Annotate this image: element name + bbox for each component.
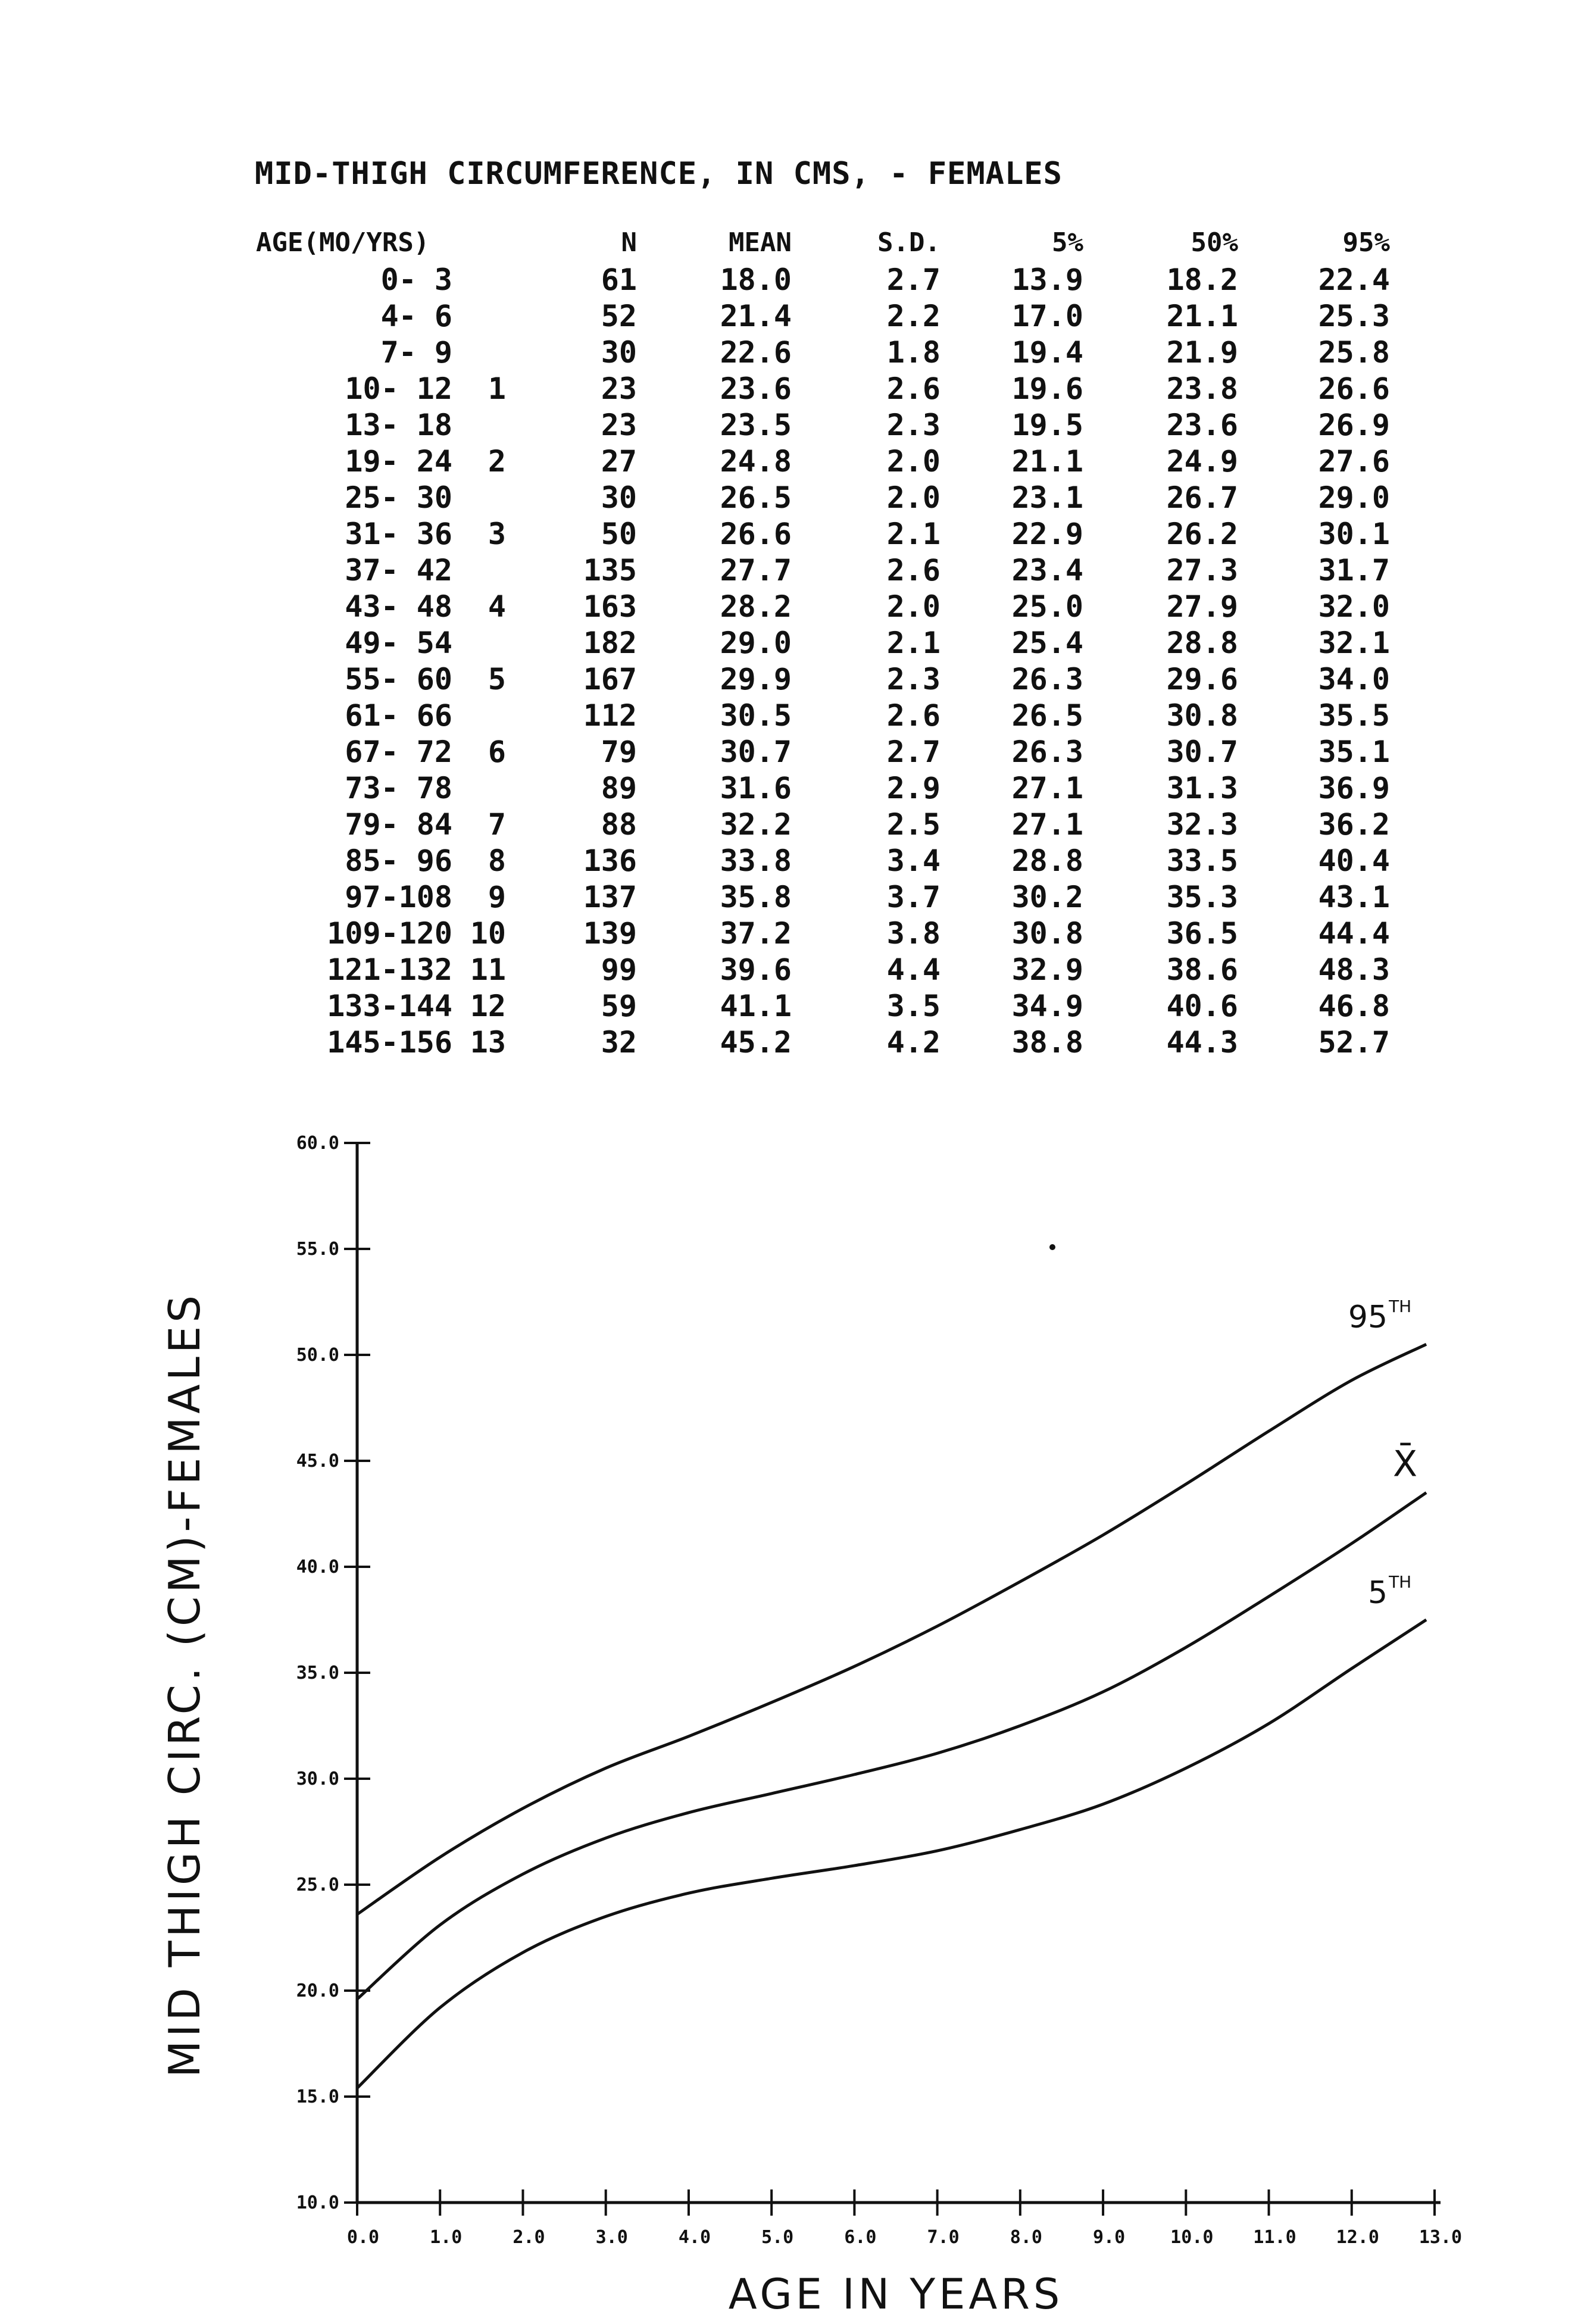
cell-n: 59	[601, 988, 637, 1023]
cell-sd: 2.3	[886, 407, 941, 442]
cell-p50: 18.2	[1166, 262, 1238, 297]
cell-p5: 22.9	[1011, 516, 1083, 551]
cell-p5: 23.1	[1011, 480, 1083, 515]
cell-p50: 38.6	[1166, 952, 1238, 987]
cell-p95: 29.0	[1318, 480, 1390, 515]
cell-p50: 44.3	[1166, 1024, 1238, 1060]
table-row	[256, 407, 1390, 443]
table-row	[256, 842, 1390, 879]
y-axis-title: MID THIGH CIRC. (CM)-FEMALES	[160, 1292, 210, 2078]
table-row	[256, 516, 1390, 552]
cell-p95: 36.9	[1318, 770, 1390, 805]
table-row	[256, 588, 1390, 624]
series-mean-line	[357, 1492, 1426, 1999]
age-range: 145-156	[327, 1024, 452, 1060]
cell-p5: 19.4	[1011, 335, 1083, 370]
cell-p95: 27.6	[1318, 443, 1390, 479]
table-row	[256, 806, 1390, 842]
cell-n: 163	[583, 589, 637, 624]
cell-p50: 27.3	[1166, 552, 1238, 588]
header-p50: 50%	[1191, 227, 1238, 258]
y-tick-label: 15.0	[296, 2086, 339, 2107]
cell-p50: 21.1	[1166, 298, 1238, 333]
cell-age	[256, 697, 536, 733]
cell-sd: 2.7	[886, 262, 941, 297]
age-range: 43- 48	[345, 589, 452, 624]
age-years: 10	[470, 916, 506, 951]
cell-p95: 22.4	[1318, 262, 1390, 297]
x-tick-label: 13.0	[1418, 2227, 1463, 2248]
cell-n: 27	[601, 443, 637, 479]
age-range: 31- 36	[345, 516, 452, 551]
cell-sd: 1.8	[886, 335, 941, 370]
series-label-95th: 95	[1348, 1300, 1388, 1336]
cell-sd: 2.6	[886, 371, 941, 406]
cell-age	[256, 806, 536, 842]
cell-age	[256, 624, 536, 661]
cell-n: 135	[583, 552, 637, 588]
header-mean: MEAN	[729, 227, 792, 258]
series-5th-line	[357, 1620, 1426, 2088]
x-tick-label: 12.0	[1336, 2227, 1379, 2248]
cell-age	[256, 552, 536, 588]
cell-age	[256, 370, 536, 407]
table-row	[256, 261, 1390, 298]
age-years: 6	[488, 734, 506, 769]
table-row	[256, 624, 1390, 661]
table-row	[256, 733, 1390, 770]
cell-n: 88	[601, 807, 637, 842]
cell-p5: 34.9	[1011, 988, 1083, 1023]
cell-sd: 3.5	[886, 988, 941, 1023]
cell-p95: 40.4	[1318, 843, 1390, 878]
thigh-circumference-chart	[0, 1072, 1581, 2324]
age-range: 0- 3	[380, 262, 452, 297]
cell-mean: 23.5	[720, 407, 792, 442]
x-tick-label: 1.0	[430, 2227, 463, 2248]
table-row	[256, 1024, 1390, 1060]
cell-p95: 32.0	[1318, 589, 1390, 624]
cell-n: 167	[583, 661, 637, 696]
age-range: 109-120	[327, 916, 452, 951]
table-row	[256, 298, 1390, 334]
cell-p5: 19.5	[1011, 407, 1083, 442]
cell-sd: 2.1	[886, 516, 941, 551]
age-range: 121-132	[327, 952, 452, 987]
age-range: 7- 9	[380, 335, 452, 370]
header-sd: S.D.	[877, 227, 941, 258]
cell-age	[256, 443, 536, 479]
cell-p95: 52.7	[1318, 1024, 1390, 1060]
age-years: 3	[488, 516, 506, 551]
table-row	[256, 770, 1390, 806]
cell-n: 79	[601, 734, 637, 769]
cell-mean: 32.2	[720, 807, 792, 842]
age-range: 85- 96	[345, 843, 452, 878]
table-row	[256, 479, 1390, 516]
cell-sd: 4.4	[886, 952, 941, 987]
cell-n: 112	[583, 698, 637, 733]
table-row	[256, 443, 1390, 479]
cell-p5: 27.1	[1011, 770, 1083, 805]
cell-sd: 2.1	[886, 625, 941, 660]
cell-sd: 2.9	[886, 770, 941, 805]
cell-mean: 33.8	[720, 843, 792, 878]
cell-p5: 23.4	[1011, 552, 1083, 588]
age-range: 67- 72	[345, 734, 452, 769]
cell-age	[256, 770, 536, 806]
cell-age	[256, 661, 536, 697]
cell-p5: 13.9	[1011, 262, 1083, 297]
cell-mean: 23.6	[720, 371, 792, 406]
table-row	[256, 879, 1390, 915]
cell-p5: 19.6	[1011, 371, 1083, 406]
cell-age	[256, 588, 536, 624]
cell-p95: 36.2	[1318, 807, 1390, 842]
x-tick-label: 8.0	[1010, 2227, 1042, 2248]
cell-p95: 46.8	[1318, 988, 1390, 1023]
cell-age	[256, 407, 536, 443]
cell-age	[256, 951, 536, 988]
cell-p50: 28.8	[1166, 625, 1238, 660]
cell-p50: 40.6	[1166, 988, 1238, 1023]
cell-p95: 43.1	[1318, 879, 1390, 914]
y-tick-label: 45.0	[296, 1451, 339, 1472]
cell-p50: 31.3	[1166, 770, 1238, 805]
x-tick-label: 0.0	[346, 2227, 380, 2248]
series-label-95th-suffix: TH	[1389, 1297, 1412, 1317]
cell-p5: 30.8	[1011, 916, 1083, 951]
cell-age	[256, 733, 536, 770]
cell-n: 23	[601, 371, 637, 406]
cell-mean: 26.5	[720, 480, 792, 515]
cell-p95: 30.1	[1318, 516, 1390, 551]
cell-n: 52	[601, 298, 637, 333]
age-years: 5	[488, 661, 506, 696]
cell-p95: 25.3	[1318, 298, 1390, 333]
cell-p5: 32.9	[1011, 952, 1083, 987]
age-years: 7	[488, 807, 506, 842]
age-range: 4- 6	[380, 298, 452, 333]
cell-age	[256, 261, 536, 298]
header-age: AGE(MO/YRS)	[256, 227, 430, 258]
age-range: 73- 78	[345, 770, 452, 805]
cell-age	[256, 988, 536, 1024]
cell-sd: 2.7	[886, 734, 941, 769]
age-years: 11	[470, 952, 506, 987]
age-range: 133-144	[327, 988, 452, 1023]
x-tick-label: 10.0	[1170, 2227, 1214, 2248]
table-header-row	[256, 223, 1390, 261]
cell-mean: 41.1	[720, 988, 792, 1023]
table-row	[256, 988, 1390, 1024]
cell-age	[256, 298, 536, 334]
cell-p50: 24.9	[1166, 443, 1238, 479]
cell-p5: 28.8	[1011, 843, 1083, 878]
cell-sd: 2.0	[886, 589, 941, 624]
cell-p50: 26.2	[1166, 516, 1238, 551]
y-tick-label: 20.0	[296, 1981, 339, 2001]
series-95th-line	[357, 1344, 1426, 1914]
cell-mean: 45.2	[720, 1024, 792, 1060]
cell-sd: 2.2	[886, 298, 941, 333]
cell-p5: 30.2	[1011, 879, 1083, 914]
x-tick-label: 7.0	[927, 2227, 960, 2248]
table-row	[256, 370, 1390, 407]
age-years: 4	[488, 589, 506, 624]
y-tick-label: 40.0	[296, 1557, 339, 1578]
cell-p5: 21.1	[1011, 443, 1083, 479]
cell-mean: 27.7	[720, 552, 792, 588]
cell-mean: 29.0	[720, 625, 792, 660]
age-range: 37- 42	[345, 552, 452, 588]
cell-p50: 23.8	[1166, 371, 1238, 406]
cell-n: 137	[583, 879, 637, 914]
cell-p95: 31.7	[1318, 552, 1390, 588]
cell-n: 30	[601, 335, 637, 370]
cell-mean: 37.2	[720, 916, 792, 951]
cell-sd: 2.6	[886, 698, 941, 733]
cell-age	[256, 1024, 536, 1060]
age-years: 12	[470, 988, 506, 1023]
age-range: 79- 84	[345, 807, 452, 842]
cell-n: 136	[583, 843, 637, 878]
cell-n: 139	[583, 916, 637, 951]
age-range: 13- 18	[345, 407, 452, 442]
cell-sd: 2.6	[886, 552, 941, 588]
cell-p95: 35.1	[1318, 734, 1390, 769]
cell-mean: 31.6	[720, 770, 792, 805]
cell-n: 99	[601, 952, 637, 987]
cell-p95: 44.4	[1318, 916, 1390, 951]
cell-p50: 27.9	[1166, 589, 1238, 624]
cell-n: 61	[601, 262, 637, 297]
cell-p50: 30.8	[1166, 698, 1238, 733]
cell-p50: 32.3	[1166, 807, 1238, 842]
stats-table	[256, 223, 1390, 1060]
table-row	[256, 951, 1390, 988]
table-row	[256, 552, 1390, 588]
cell-age	[256, 842, 536, 879]
cell-age	[256, 915, 536, 951]
cell-mean: 29.9	[720, 661, 792, 696]
x-tick-label: 9.0	[1092, 2227, 1126, 2248]
cell-n: 89	[601, 770, 637, 805]
age-years: 8	[488, 843, 506, 878]
cell-p50: 36.5	[1166, 916, 1238, 951]
age-range: 19- 24	[345, 443, 452, 479]
age-years: 13	[470, 1024, 506, 1060]
cell-sd: 2.0	[886, 480, 941, 515]
x-tick-label: 3.0	[595, 2227, 628, 2248]
cell-age	[256, 334, 536, 370]
series-label-mean: X̄	[1392, 1443, 1418, 1485]
cell-sd: 2.5	[886, 807, 941, 842]
cell-sd: 2.3	[886, 661, 941, 696]
cell-p95: 26.6	[1318, 371, 1390, 406]
cell-mean: 30.7	[720, 734, 792, 769]
cell-p5: 38.8	[1011, 1024, 1083, 1060]
cell-mean: 30.5	[720, 698, 792, 733]
cell-n: 30	[601, 480, 637, 515]
cell-p95: 48.3	[1318, 952, 1390, 987]
cell-p5: 26.3	[1011, 661, 1083, 696]
y-tick-label: 10.0	[296, 2192, 339, 2213]
cell-p5: 25.0	[1011, 589, 1083, 624]
header-p95: 95%	[1342, 227, 1390, 258]
x-tick-label: 11.0	[1253, 2227, 1296, 2248]
cell-mean: 21.4	[720, 298, 792, 333]
cell-sd: 3.4	[886, 843, 941, 878]
age-range: 55- 60	[345, 661, 452, 696]
cell-p5: 27.1	[1011, 807, 1083, 842]
cell-mean: 18.0	[720, 262, 792, 297]
cell-p5: 26.3	[1011, 734, 1083, 769]
x-tick-label: 6.0	[844, 2227, 877, 2248]
cell-mean: 39.6	[720, 952, 792, 987]
cell-age	[256, 516, 536, 552]
y-tick-label: 25.0	[296, 1875, 339, 1895]
cell-sd: 2.0	[886, 443, 941, 479]
cell-p50: 21.9	[1166, 335, 1238, 370]
cell-sd: 3.8	[886, 916, 941, 951]
cell-n: 23	[601, 407, 637, 442]
cell-p50: 26.7	[1166, 480, 1238, 515]
cell-sd: 3.7	[886, 879, 941, 914]
x-tick-label: 5.0	[761, 2227, 794, 2248]
table-row	[256, 334, 1390, 370]
cell-p95: 34.0	[1318, 661, 1390, 696]
y-tick-label: 30.0	[296, 1769, 339, 1789]
cell-mean: 35.8	[720, 879, 792, 914]
cell-p50: 35.3	[1166, 879, 1238, 914]
x-tick-label: 4.0	[678, 2227, 711, 2248]
cell-p50: 23.6	[1166, 407, 1238, 442]
age-range: 25- 30	[345, 480, 452, 515]
series-label-5th-suffix: TH	[1389, 1572, 1412, 1592]
cell-n: 182	[583, 625, 637, 660]
age-range: 97-108	[345, 879, 452, 914]
cell-p95: 25.8	[1318, 335, 1390, 370]
age-years: 9	[488, 879, 506, 914]
cell-p5: 25.4	[1011, 625, 1083, 660]
series-label-5th: 5	[1367, 1575, 1388, 1611]
cell-n: 50	[601, 516, 637, 551]
cell-mean: 24.8	[720, 443, 792, 479]
cell-p50: 33.5	[1166, 843, 1238, 878]
cell-p50: 30.7	[1166, 734, 1238, 769]
x-tick-label: 2.0	[513, 2227, 545, 2248]
age-range: 49- 54	[345, 625, 452, 660]
age-years: 2	[488, 443, 506, 479]
cell-p5: 26.5	[1011, 698, 1083, 733]
y-tick-label: 60.0	[296, 1133, 339, 1154]
cell-p95: 32.1	[1318, 625, 1390, 660]
cell-p95: 26.9	[1318, 407, 1390, 442]
y-tick-label: 50.0	[296, 1345, 339, 1366]
table-row	[256, 697, 1390, 733]
cell-mean: 28.2	[720, 589, 792, 624]
table-body	[256, 261, 1390, 1060]
age-range: 61- 66	[345, 698, 452, 733]
header-p5: 5%	[1052, 227, 1083, 258]
y-tick-label: 55.0	[296, 1239, 339, 1260]
age-years: 1	[488, 371, 506, 406]
cell-p95: 35.5	[1318, 698, 1390, 733]
cell-age	[256, 879, 536, 915]
cell-mean: 26.6	[720, 516, 792, 551]
cell-sd: 4.2	[886, 1024, 941, 1060]
cell-p5: 17.0	[1011, 298, 1083, 333]
scan-speck	[1049, 1244, 1055, 1250]
page-title: MID-THIGH CIRCUMFERENCE, IN CMS, - FEMALES	[255, 156, 1063, 192]
table-row	[256, 661, 1390, 697]
table-row	[256, 915, 1390, 951]
cell-n: 32	[601, 1024, 637, 1060]
cell-age	[256, 479, 536, 516]
cell-mean: 22.6	[720, 335, 792, 370]
header-n: N	[621, 227, 637, 258]
x-axis-title: AGE IN YEARS	[728, 2270, 1064, 2319]
y-tick-label: 35.0	[296, 1663, 339, 1683]
age-range: 10- 12	[345, 371, 452, 406]
cell-p50: 29.6	[1166, 661, 1238, 696]
